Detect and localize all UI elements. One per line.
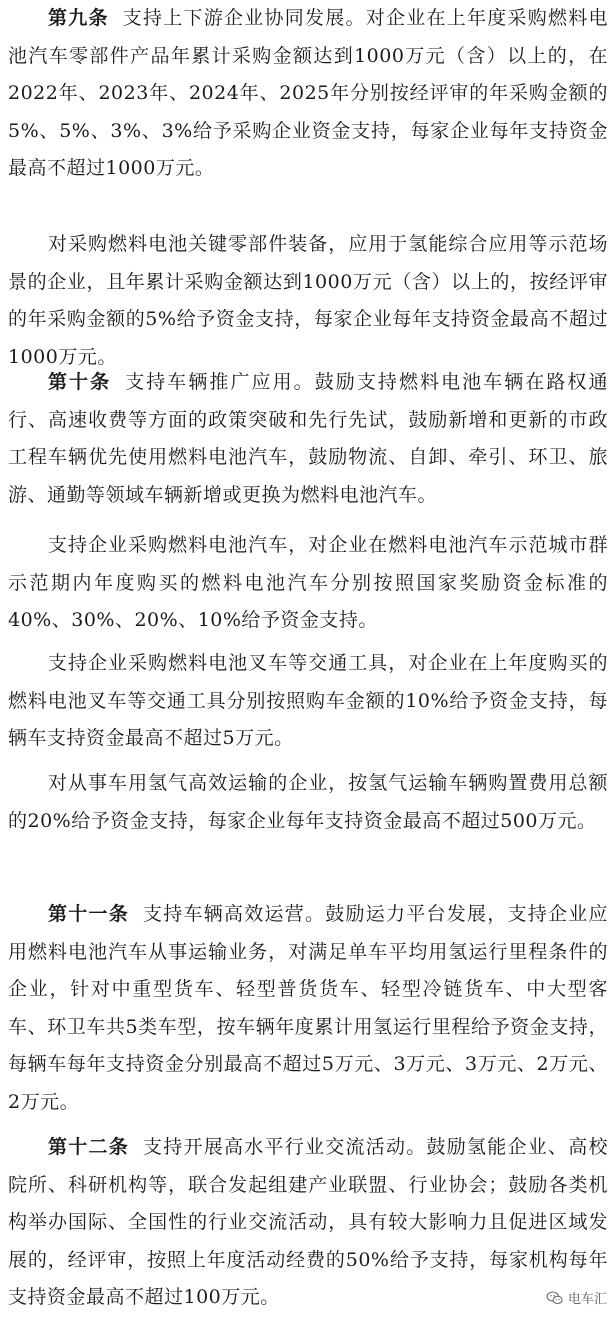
watermark-label: 电车汇 (567, 1292, 607, 1307)
paragraph-article-10-part-2 (8, 527, 608, 640)
paragraph-article-10-part-4 (8, 765, 608, 840)
paragraph-text: 支持车辆高效运营。鼓励运力平台发展，支持企业应用燃料电池汽车从事运输业务，对满足单车平均用氢运行里程条件的企业，针对中重型货车、轻型普货货车、轻型冷链货车、中大型客车、环卫车共5类车型，按车辆年度累计用氢运行里程给予资金支持，每辆车每年支持资金分别最高不超过5万元、3万元、3万元、2万元、2万元。 (8, 903, 608, 1113)
paragraph-text: 对采购燃料电池关键零部件装备，应用于氢能综合应用等示范场景的企业，且年累计采购金额达到1000万元（含）以上的，按经评审的年采购金额的5%给予资金支持，每家企业每年支持资金最高不超过1000万元。 (8, 233, 608, 368)
paragraph-article-9-part-2 (8, 226, 608, 376)
paragraph-article-11 (8, 896, 608, 1122)
paragraph-text: 支持上下游企业协同发展。对企业在上年度采购燃料电池汽车零部件产品年累计采购金额达到1000万元（含）以上的，在2022年、2023年、2024年、2025年分别按经评审的年采购金额的5%、5%、3%、3%给予采购企业资金支持，每家企业每年支持资金最高不超过1000万元。 (8, 7, 608, 180)
article-heading: 第十一条 (48, 903, 129, 925)
paragraph-article-10 (8, 364, 608, 514)
paragraph-article-10-part-3 (8, 645, 608, 758)
article-heading: 第十条 (48, 371, 112, 393)
article-heading: 第九条 (48, 7, 109, 29)
paragraph-article-9 (8, 0, 608, 188)
paragraph-text: 支持车辆推广应用。鼓励支持燃料电池车辆在路权通行、高速收费等方面的政策突破和先行先试，鼓励新增和更新的市政工程车辆优先使用燃料电池汽车，鼓励物流、自卸、牵引、环卫、旅游、通勤等领域车辆新增或更换为燃料电池汽车。 (8, 371, 608, 506)
paragraph-article-12 (8, 1129, 608, 1317)
wechat-icon (546, 1289, 564, 1307)
article-heading: 第十二条 (48, 1136, 129, 1158)
paragraph-text: 支持开展高水平行业交流活动。鼓励氢能企业、高校院所、科研机构等，联合发起组建产业联盟、行业协会；鼓励各类机构举办国际、全国性的行业交流活动，具有较大影响力且促进区域发展的，经评审，按照上年度活动经费的50%给予支持，每家机构每年支持资金最高不超过100万元。 (8, 1136, 608, 1309)
paragraph-text: 支持企业采购燃料电池叉车等交通工具，对企业在上年度购买的燃料电池叉车等交通工具分别按照购车金额的10%给予资金支持，每辆车支持资金最高不超过5万元。 (8, 652, 608, 750)
watermark (546, 1288, 607, 1307)
paragraph-text: 对从事车用氢气高效运输的企业，按氢气运输车辆购置费用总额的20%给予资金支持，每家企业每年支持资金最高不超过500万元。 (8, 772, 608, 832)
paragraph-text: 支持企业采购燃料电池汽车，对企业在燃料电池汽车示范城市群示范期内年度购买的燃料电池汽车分别按照国家奖励资金标准的40%、30%、20%、10%给予资金支持。 (8, 534, 608, 632)
